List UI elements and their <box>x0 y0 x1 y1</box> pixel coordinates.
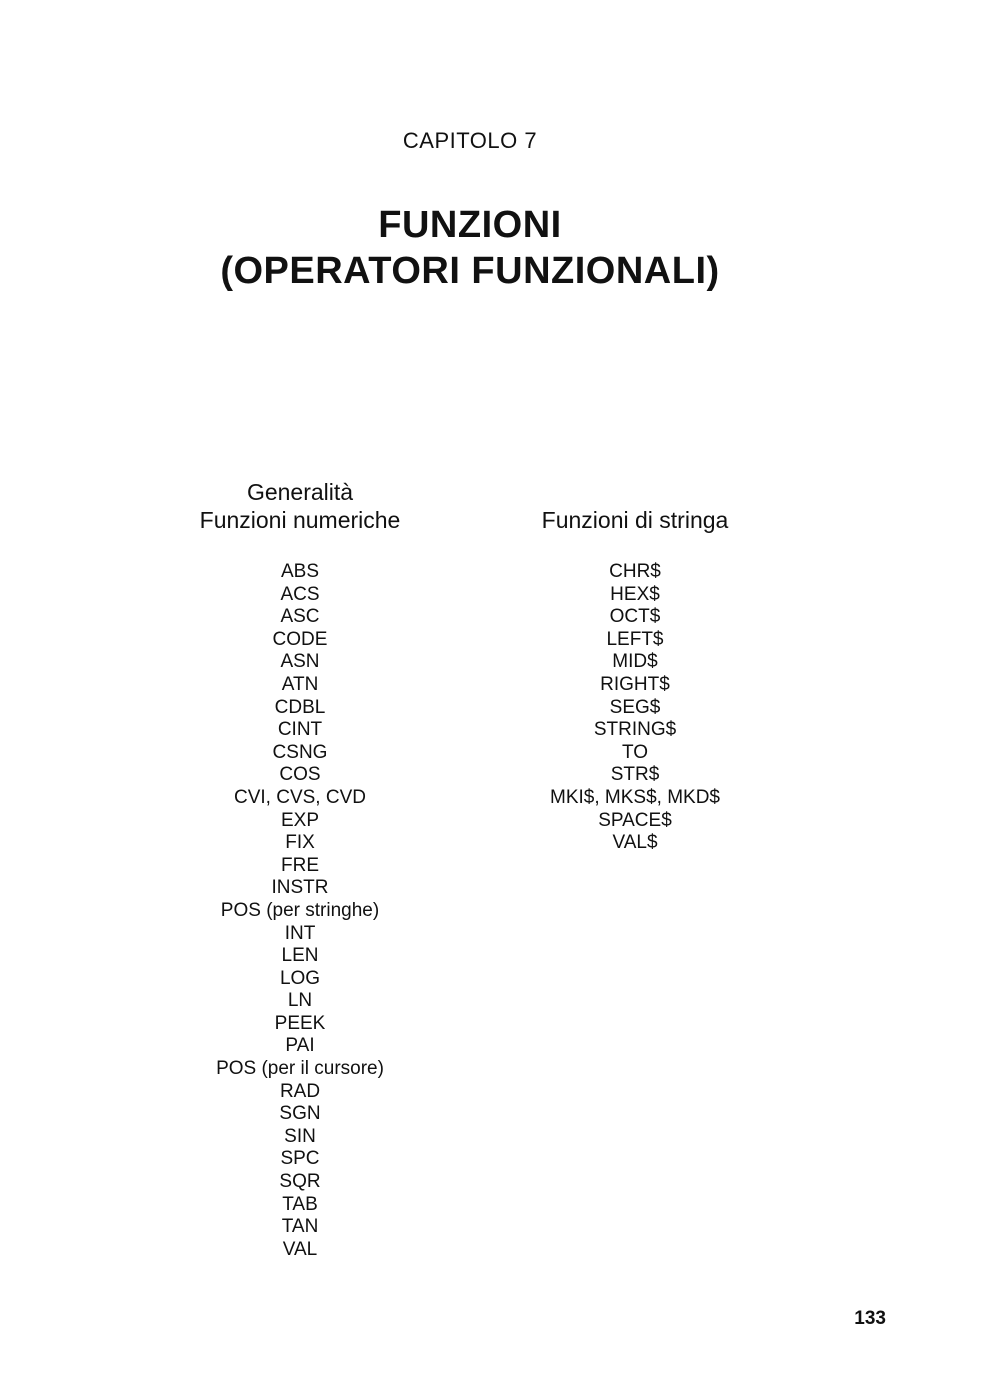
numeric-function-item: ASN <box>280 651 320 673</box>
numeric-functions-title: Funzioni numeriche <box>199 507 401 533</box>
string-function-item: HEX$ <box>610 583 660 605</box>
numeric-function-item: SPC <box>280 1148 320 1170</box>
numeric-function-item: TAN <box>281 1216 319 1238</box>
string-function-item: STRING$ <box>593 719 677 741</box>
numeric-function-item: ASC <box>280 606 320 628</box>
numeric-function-item: CDBL <box>274 696 326 718</box>
string-function-item: STR$ <box>610 764 660 786</box>
numeric-functions-list <box>150 561 450 1261</box>
chapter-title <box>0 202 940 294</box>
numeric-function-item: SIN <box>284 1125 316 1147</box>
numeric-function-item: FIX <box>285 832 315 854</box>
numeric-function-item: TAB <box>282 1193 318 1215</box>
string-function-item: VAL$ <box>612 832 658 854</box>
numeric-function-item: PAI <box>285 1035 315 1057</box>
string-function-item: MID$ <box>612 651 658 673</box>
string-function-item: SEG$ <box>609 696 661 718</box>
string-function-item: SPACE$ <box>598 809 672 831</box>
numeric-function-item: CVI, CVS, CVD <box>234 786 366 808</box>
numeric-function-item: FRE <box>281 854 319 876</box>
numeric-function-item: VAL <box>282 1238 318 1260</box>
numeric-function-item: LOG <box>279 967 321 989</box>
numeric-function-item: LN <box>287 990 313 1012</box>
numeric-function-item: CODE <box>272 628 328 650</box>
chapter-label: CAPITOLO 7 <box>402 128 538 153</box>
numeric-function-item: RAD <box>279 1080 321 1102</box>
numeric-function-item: ATN <box>281 673 319 695</box>
numeric-function-item: ABS <box>280 561 320 582</box>
string-functions-list <box>485 561 785 855</box>
numeric-function-item: POS (per stringhe) <box>220 899 380 921</box>
numeric-function-item: EXP <box>280 809 320 831</box>
page-number: 133 <box>854 1308 886 1329</box>
chapter-title-line-2: (OPERATORI FUNZIONALI) <box>220 250 720 292</box>
numeric-functions-heading <box>150 478 450 534</box>
numeric-function-item: ACS <box>280 583 320 605</box>
numeric-function-item: LEN <box>281 945 319 967</box>
numeric-function-item: SGN <box>279 1103 321 1125</box>
string-function-item: RIGHT$ <box>600 673 670 695</box>
overview-heading: Generalità <box>246 479 354 505</box>
numeric-function-item: PEEK <box>274 1012 326 1034</box>
string-function-item: TO <box>621 741 649 763</box>
string-function-item: LEFT$ <box>606 628 664 650</box>
string-function-item: OCT$ <box>609 606 661 628</box>
string-function-item: MKI$, MKS$, MKD$ <box>550 786 720 808</box>
numeric-function-item: INT <box>284 922 316 944</box>
string-functions-heading: Funzioni di stringa <box>541 507 729 533</box>
chapter-title-line-1: FUNZIONI <box>378 204 562 246</box>
numeric-function-item: COS <box>279 764 321 786</box>
numeric-function-item: CINT <box>277 719 323 741</box>
numeric-function-item: CSNG <box>272 741 328 763</box>
string-function-item: CHR$ <box>609 561 661 582</box>
numeric-function-item: SQR <box>279 1171 321 1193</box>
numeric-function-item: INSTR <box>271 877 329 899</box>
numeric-function-item: POS (per il cursore) <box>216 1058 384 1080</box>
